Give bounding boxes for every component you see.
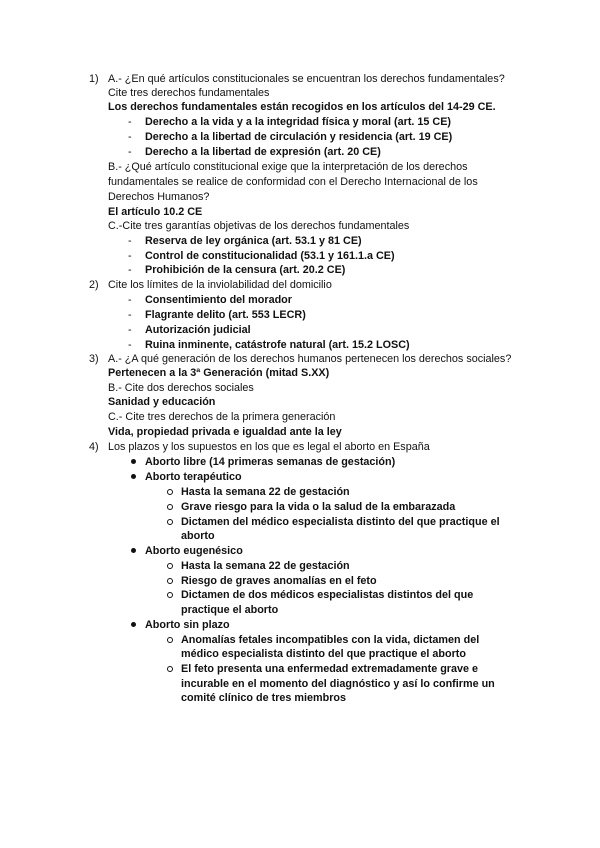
bullet-circle (167, 578, 173, 584)
dash-bullet: - (128, 309, 132, 321)
list-item-title: Aborto sin plazo (145, 619, 230, 631)
sub-list-item: Grave riesgo para la vida o la salud de la embarazada (181, 501, 456, 513)
dash-bullet: - (128, 235, 132, 247)
list-item: Autorización judicial (145, 324, 251, 336)
dash-bullet: - (128, 250, 132, 262)
list-item: Derecho a la libertad de expresión (art. 20 CE) (145, 146, 381, 158)
sub-list-item: Hasta la semana 22 de gestación (181, 560, 350, 572)
sub-list-item-cont: médico especialista distinto del que practique el aborto (181, 648, 466, 660)
list-item: Derecho a la libertad de circulación y residencia (art. 19 CE) (145, 131, 453, 143)
list-item: Aborto libre (14 primeras semanas de gestación) (145, 456, 396, 468)
bullet-circle (167, 666, 173, 672)
question-text: Cite tres derechos fundamentales (108, 87, 270, 99)
sub-list-item: Hasta la semana 22 de gestación (181, 486, 350, 498)
question-text: fundamentales se realice de conformidad con el Derecho Internacional de los (108, 176, 478, 188)
answer-text: Pertenecen a la 3ª Generación (mitad S.XX) (108, 367, 330, 379)
bullet-dot (131, 474, 136, 479)
bullet-circle (167, 489, 173, 495)
sub-list-item-cont: comité clínico de tres miembros (181, 692, 347, 704)
bullet-circle (167, 637, 173, 643)
question-text: C.-Cite tres garantías objetivas de los derechos fundamentales (108, 220, 410, 232)
bullet-dot (131, 622, 136, 627)
dash-bullet: - (128, 116, 132, 128)
dash-bullet: - (128, 294, 132, 306)
question-text: A.- ¿En qué artículos constitucionales se encuentran los derechos fundamentales? (108, 73, 505, 85)
question-number: 2) (89, 279, 99, 291)
question-text: B.- ¿Qué artículo constitucional exige que la interpretación de los derechos (108, 161, 468, 173)
dash-bullet: - (128, 131, 132, 143)
question-text: A.- ¿A qué generación de los derechos humanos pertenecen los derechos sociales? (108, 353, 512, 365)
bullet-circle (167, 592, 173, 598)
sub-list-item-cont: practique el aborto (181, 604, 279, 616)
sub-list-item: Riesgo de graves anomalías en el feto (181, 575, 377, 587)
list-item-title: Aborto eugenésico (145, 545, 243, 557)
dash-bullet: - (128, 339, 132, 351)
sub-list-item: El feto presenta una enfermedad extremadamente grave e (181, 663, 479, 675)
dash-bullet: - (128, 324, 132, 336)
question-text: B.- Cite dos derechos sociales (108, 382, 254, 394)
question-text: Cite los límites de la inviolabilidad del domicilio (108, 279, 332, 291)
list-item-title: Aborto terapéutico (145, 471, 242, 483)
bullet-dot (131, 548, 136, 553)
question-text: Derechos Humanos? (108, 191, 210, 203)
answer-text: Vida, propiedad privada e igualdad ante la ley (108, 426, 342, 438)
sub-list-item: Dictamen de dos médicos especialistas distintos del que (181, 589, 474, 601)
answer-text: El artículo 10.2 CE (108, 206, 203, 218)
sub-list-item-cont: incurable en el momento del diagnóstico y así lo confirme un (181, 678, 495, 690)
answer-text: Los derechos fundamentales están recogidos en los artículos del 14-29 CE. (108, 101, 496, 113)
question-number: 3) (89, 353, 99, 365)
bullet-dot (131, 459, 136, 464)
list-item: Derecho a la vida y a la integridad física y moral (art. 15 CE) (145, 116, 452, 128)
list-item: Flagrante delito (art. 553 LECR) (145, 309, 306, 321)
bullet-circle (167, 519, 173, 525)
question-number: 1) (89, 73, 99, 85)
answer-text: Sanidad y educación (108, 396, 216, 408)
list-item: Consentimiento del morador (145, 294, 292, 306)
list-item: Prohibición de la censura (art. 20.2 CE) (145, 264, 346, 276)
sub-list-item: Dictamen del médico especialista distinto del que practique el (181, 516, 500, 528)
list-item: Ruina inminente, catástrofe natural (art. 15.2 LOSC) (145, 339, 410, 351)
dash-bullet: - (128, 264, 132, 276)
question-number: 4) (89, 441, 99, 453)
question-text: C.- Cite tres derechos de la primera generación (108, 411, 336, 423)
bullet-circle (167, 563, 173, 569)
list-item: Control de constitucionalidad (53.1 y 161.1.a CE) (145, 250, 395, 262)
question-text: Los plazos y los supuestos en los que es legal el aborto en España (108, 441, 430, 453)
dash-bullet: - (128, 146, 132, 158)
bullet-circle (167, 504, 173, 510)
sub-list-item: Anomalías fetales incompatibles con la vida, dictamen del (181, 634, 480, 646)
sub-list-item-cont: aborto (181, 530, 215, 542)
list-item: Reserva de ley orgánica (art. 53.1 y 81 CE) (145, 235, 362, 247)
